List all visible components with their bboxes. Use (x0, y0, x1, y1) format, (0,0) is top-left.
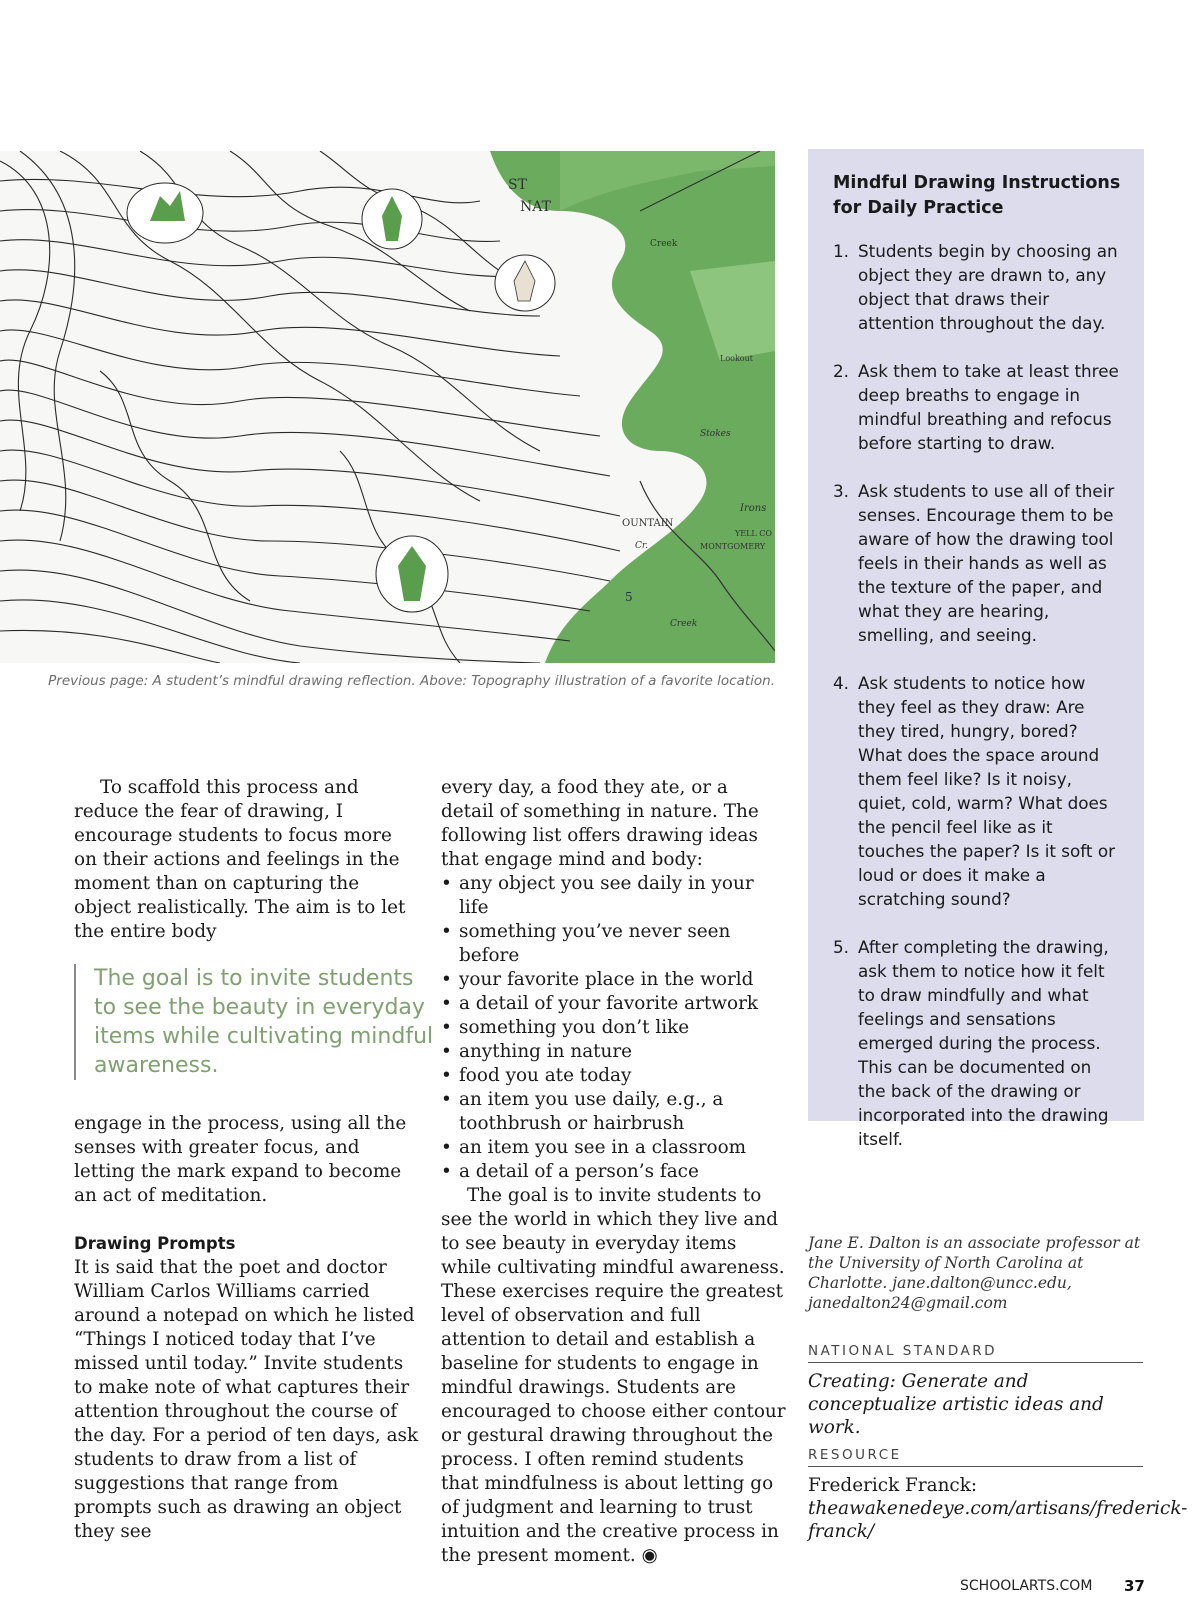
instruction-item (833, 359, 1122, 455)
list-item: • your favorite place in the world (441, 968, 786, 992)
map-label: Irons (740, 503, 767, 514)
item-number: 2. (833, 361, 850, 381)
list-item: • an item you use daily, e.g., a toothbrush or hairbrush (441, 1088, 786, 1136)
closing-text: The goal is to invite students to see the world in which they live and to see beauty in everyday items while cultivating mindful awareness. These exercises require the greatest level of observation and full attention to detail and establish a baseline for students to engage in mindful drawings. Students are encouraged to choose either contour or gestural drawing throughout the process. I often remind students that mindfulness is about letting go of judgment and learning to trust intuition and the creative process in the present moment. (441, 1185, 786, 1566)
item-text: Ask them to take at least three deep breaths to engage in mindful breathing and refocus before starting to draw. (858, 361, 1119, 453)
list-item: • food you ate today (441, 1064, 786, 1088)
resource-label: RESOURCE (808, 1447, 1143, 1467)
national-standard-text (808, 1370, 1153, 1439)
map-label: 5 (625, 590, 633, 604)
list-item: • an item you see in a classroom (441, 1136, 786, 1160)
map-label: Lookout (720, 354, 753, 363)
list-item: • anything in nature (441, 1040, 786, 1064)
column-1-top (74, 776, 419, 944)
resource-name: Frederick Franck: (808, 1475, 978, 1496)
map-label: Cr. (635, 541, 649, 551)
topography-illustration (0, 151, 775, 663)
national-standard-label: NATIONAL STANDARD (808, 1343, 1143, 1363)
resource-text (808, 1474, 1188, 1543)
footer-site: SCHOOLARTS.COM (960, 1578, 1093, 1594)
map-label: NAT (520, 199, 551, 215)
item-number: 1. (833, 241, 850, 261)
map-label: Stokes (700, 429, 731, 439)
image-caption: Previous page: A student’s mindful drawing reflection. Above: Topography illustration of a favorite location. (48, 673, 775, 689)
map-label: OUNTAIN (622, 518, 674, 529)
list-item: • a detail of a person’s face (441, 1160, 786, 1184)
page-number: 37 (1124, 1577, 1145, 1595)
pull-quote: The goal is to invite students to see the beauty in everyday items while cultivating mindful awareness. (74, 964, 434, 1080)
paragraph-prompts: It is said that the poet and doctor William Carlos Williams carried around a notepad on which he listed “Things I noticed today that I’ve missed until today.” Invite students to make note of what captures their attention throughout the course of the day. For a period of ten days, ask students to draw from a list of suggestions that range from prompts such as drawing an object they see (74, 1257, 419, 1542)
paragraph-list-intro: every day, a food they ate, or a detail of something in nature. The following list offers drawing ideas that engage mind and body: (441, 777, 759, 870)
list-item: • something you don’t like (441, 1016, 786, 1040)
item-text: Ask students to use all of their senses. Encourage them to be aware of how the drawing tool feels in their hands as well as the texture of the paper, and what they are hearing, smelling, and seeing. (858, 481, 1115, 645)
map-label: MONTGOMERY (700, 542, 766, 551)
instruction-item (833, 671, 1122, 911)
list-item: • any object you see daily in your life (441, 872, 786, 920)
instruction-item (833, 239, 1122, 335)
column-1-bottom (74, 1112, 419, 1544)
map-label: ST (508, 177, 527, 193)
item-text: Students begin by choosing an object they are drawn to, any object that draws their attention throughout the day. (858, 241, 1118, 333)
resource-link[interactable]: theawakenedeye.com/artisans/frederick-franck/ (808, 1498, 1188, 1542)
instructions-sidebar (808, 149, 1144, 1149)
author-bio: Jane E. Dalton is an associate professor at the University of North Carolina at Charlotte. jane.dalton@uncc.edu, janedalton24@gmail.com (808, 1234, 1141, 1312)
prompt-list (441, 872, 786, 1184)
column-2 (441, 776, 786, 1568)
item-number: 5. (833, 937, 850, 957)
list-item: • something you’ve never seen before (441, 920, 786, 968)
drawing-prompts-heading: Drawing Prompts (74, 1234, 236, 1253)
list-item: • a detail of your favorite artwork (441, 992, 786, 1016)
paragraph-intro: To scaffold this process and reduce the fear of drawing, I encourage students to focus more on their actions and feelings in the moment than on capturing the object realistically. The aim is to let the entire body (74, 777, 406, 942)
instruction-item (833, 479, 1122, 647)
map-label: YELL CO (735, 529, 772, 538)
instruction-item (833, 935, 1122, 1151)
sidebar-title: Mindful Drawing Instructions for Daily Practice (833, 173, 1121, 218)
item-number: 4. (833, 673, 850, 693)
paragraph-closing (441, 1184, 786, 1568)
standard-text: Creating: Generate and conceptualize artistic ideas and work. (808, 1371, 1104, 1438)
instruction-list (833, 239, 1122, 1151)
map-label: Creek (670, 619, 698, 629)
item-number: 3. (833, 481, 850, 501)
item-text: After completing the drawing, ask them to notice how it felt to draw mindfully and what feelings and sensations emerged during the process. This can be documented on the back of the drawing or incorporated into the drawing itself. (858, 937, 1109, 1149)
paragraph-intro-continued: engage in the process, using all the senses with greater focus, and letting the mark expand to become an act of meditation. (74, 1113, 407, 1206)
item-text: Ask students to notice how they feel as they draw: Are they tired, hungry, bored? What does the space around them feel like? Is it noisy, quiet, cold, warm? What does the pencil feel like as it touches the paper? Is it soft or loud or does it make a scratching sound? (858, 673, 1115, 909)
map-label: Creek (650, 239, 678, 249)
end-mark-icon: ◉ (641, 1545, 658, 1566)
